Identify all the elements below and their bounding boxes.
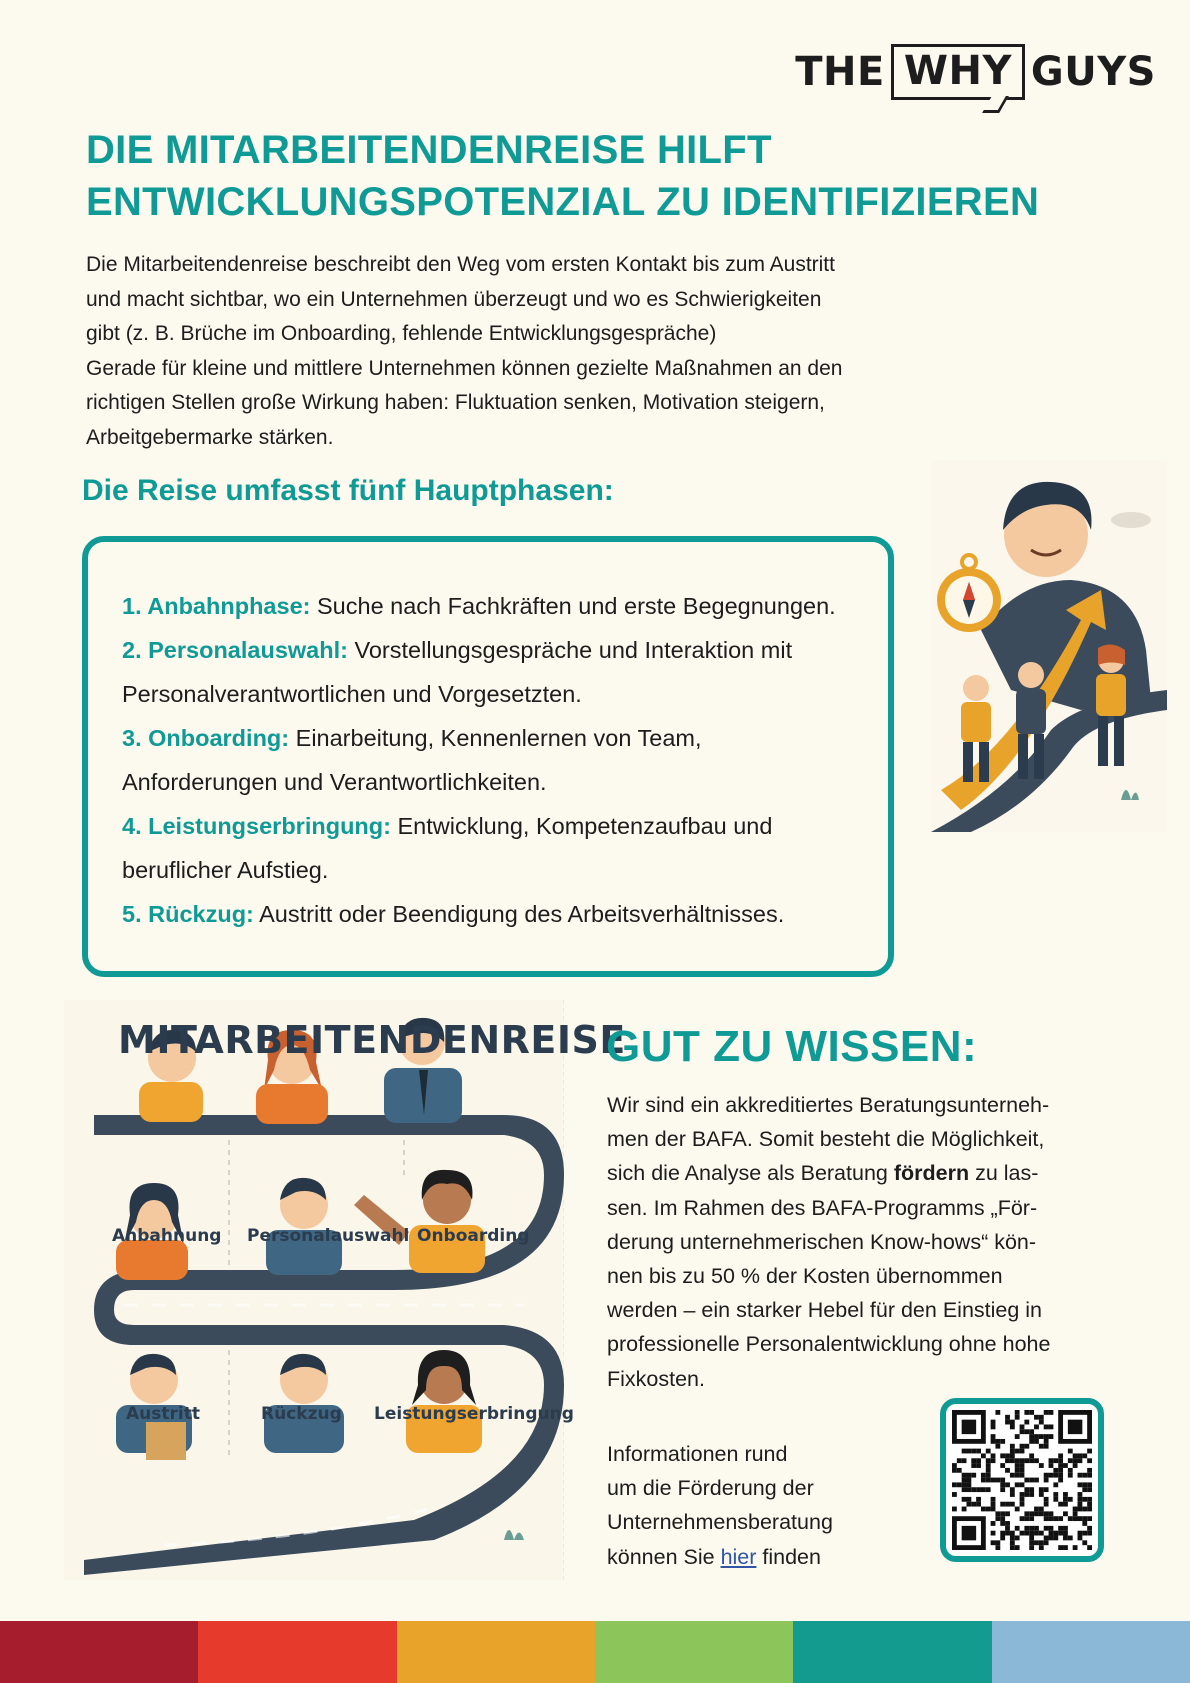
color-bar-segment bbox=[992, 1621, 1190, 1683]
journey-label: Anbahnung bbox=[112, 1226, 222, 1246]
color-bar-segment bbox=[198, 1621, 396, 1683]
phase-item: 3. Onboarding: Einarbeitung, Kennenlernen von Team, Anforderungen und Verantwortlichkeiten. bbox=[122, 725, 702, 795]
phases-list bbox=[122, 584, 888, 936]
intro-line: richtigen Stellen große Wirkung haben: Fluktuation senken, Motivation steigern, bbox=[86, 391, 825, 414]
intro-line: Gerade für kleine und mittlere Unternehmen können gezielte Maßnahmen an den bbox=[86, 356, 843, 380]
color-bar-segment bbox=[0, 1621, 198, 1683]
good-to-know-heading: GUT ZU WISSEN: bbox=[606, 1022, 978, 1071]
logo-text-guys: GUYS bbox=[1030, 49, 1156, 95]
employee-journey-illustration bbox=[64, 1000, 564, 1580]
intro-line: und macht sichtbar, wo ein Unternehmen überzeugt und wo es Schwierigkeiten bbox=[86, 287, 822, 311]
logo-text-why: WHY bbox=[891, 44, 1025, 100]
journey-title: MITARBEITENDENREISE bbox=[118, 1018, 626, 1062]
phase-item: 4. Leistungserbringung: Entwicklung, Kompetenzaufbau und beruflicher Aufstieg. bbox=[122, 813, 773, 883]
funding-info-text: Informationen rund um die Förderung der Unternehmensberatung können Sie hier finden bbox=[607, 1442, 833, 1569]
logo-text-the: THE bbox=[795, 49, 885, 95]
journey-label: Rückzug bbox=[261, 1404, 342, 1424]
phase-item: 2. Personalauswahl: Vorstellungsgespräche und Interaktion mit Personalverantwortlichen und Vorgesetzten. bbox=[122, 637, 793, 707]
emphasis-foerdern: fördern bbox=[893, 1161, 970, 1186]
phases-heading: Die Reise umfasst fünf Hauptphasen: bbox=[82, 474, 614, 507]
color-bar-segment bbox=[397, 1621, 595, 1683]
title-line-1: DIE MITARBEITENDENREISE HILFT bbox=[86, 128, 772, 172]
phases-box bbox=[82, 536, 894, 977]
title-line-2: ENTWICKLUNGSPOTENZIAL ZU IDENTIFIZIEREN bbox=[86, 180, 1040, 224]
phase-item: 1. Anbahnphase: Suche nach Fachkräften und erste Begegnungen. bbox=[122, 593, 836, 619]
color-bar-segment bbox=[793, 1621, 991, 1683]
journey-label: Leistungserbringung bbox=[374, 1404, 574, 1424]
color-bar-segment bbox=[595, 1621, 793, 1683]
funding-info-link[interactable]: hier bbox=[720, 1544, 757, 1569]
intro-paragraph bbox=[86, 248, 966, 455]
intro-line: gibt (z. B. Brüche im Onboarding, fehlende Entwicklungsgespräche) bbox=[86, 322, 717, 345]
page-title bbox=[86, 124, 1146, 228]
qr-code[interactable] bbox=[940, 1398, 1104, 1562]
compass-man-illustration bbox=[931, 460, 1167, 832]
intro-line: Die Mitarbeitendenreise beschreibt den Weg vom ersten Kontakt bis zum Austritt bbox=[86, 253, 835, 276]
logo bbox=[795, 42, 1156, 102]
good-to-know-text: Wir sind ein akkreditiertes Beratungsunterneh- men der BAFA. Somit besteht die Möglichkeit, sich die Analyse als Beratung fördern zu las- sen. Im Rahmen des BAFA-Programms „För- derung unternehmerischen Know-hows“ kön- nen bis zu 50 % der Kosten übernommen werden – ein starker Hebel für den Einstieg in professionelle Personalentwicklung ohne hohe Fixkosten. bbox=[607, 1093, 1051, 1391]
phase-item: 5. Rückzug: Austritt oder Beendigung des Arbeitsverhältnisses. bbox=[122, 901, 785, 927]
qr-code-pattern bbox=[952, 1410, 1092, 1550]
color-bar-footer bbox=[0, 1621, 1190, 1683]
intro-line: Arbeitgebermarke stärken. bbox=[86, 425, 334, 449]
journey-label: Onboarding bbox=[417, 1226, 530, 1246]
journey-label: Austritt bbox=[126, 1404, 200, 1424]
journey-label: Personalauswahl bbox=[247, 1226, 410, 1246]
